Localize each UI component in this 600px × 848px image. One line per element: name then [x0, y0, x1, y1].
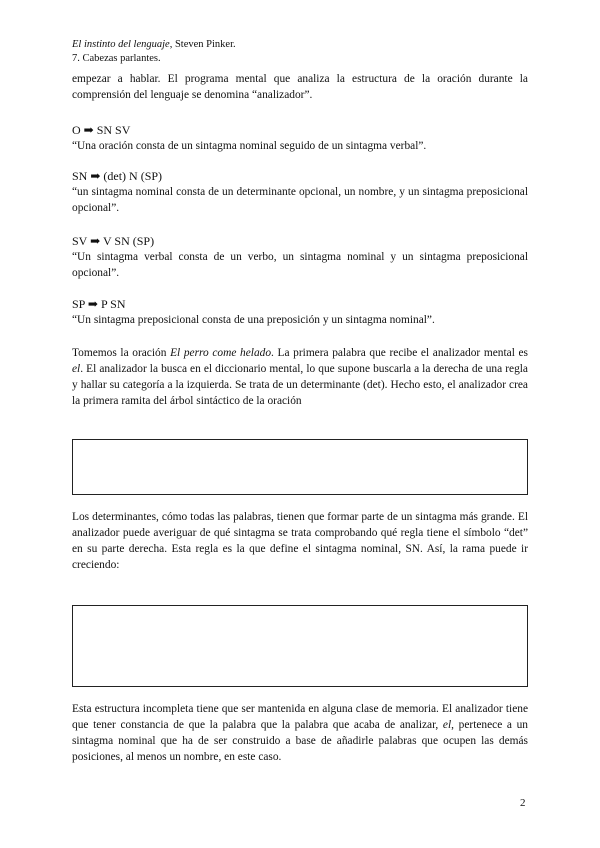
paragraph-2: Los determinantes, cómo todas las palabras, tienen que formar parte de un sintagma más grande. El analizador puede averiguar de qué sintagma se trata comprobando qué regla tiene el símbolo “det” en su parte derecha. Esta regla es la que define el sintagma nominal, SN. Así, la rama puede ir creciendo:: [72, 511, 528, 571]
page-number: 2: [520, 797, 526, 809]
book-title: El instinto del lenguaje: [72, 39, 170, 50]
chapter-title: 7. Cabezas parlantes.: [72, 53, 161, 64]
syntax-tree-figure-2: [72, 605, 528, 687]
rule-description-3: “Un sintagma verbal consta de un verbo, un sintagma nominal y un sintagma preposicional opcional”.: [72, 251, 528, 279]
rule-description-4: “Un sintagma preposicional consta de una preposición y un sintagma nominal”.: [72, 314, 435, 326]
para1-text-c: . El analizador la busca en el diccionario mental, lo que supone buscarla a la derecha de una regla y hallar su categoría a la izquierda. Se trata de un determinante (det). Hecho esto, el analizador crea la primera ramita del árbol sintáctico de la oración: [72, 363, 528, 407]
para1-text-a: Tomemos la oración: [72, 347, 171, 359]
rule-formula-4: SP ➡ P SN: [72, 297, 126, 311]
example-word: el: [72, 363, 81, 375]
running-header: [72, 38, 236, 66]
rule-formula-3: SV ➡ V SN (SP): [72, 234, 155, 248]
para1-text-b: . La primera palabra que recibe el analizador mental es: [271, 347, 528, 359]
example-sentence: El perro come helado: [170, 347, 272, 359]
analyzed-word: el: [442, 719, 452, 731]
header-line-1: [72, 38, 236, 52]
rule-formula-1: O ➡ SN SV: [72, 123, 131, 137]
rule-description-1: “Una oración consta de un sintagma nominal seguido de un sintagma verbal”.: [72, 140, 427, 152]
rule-formula-2: SN ➡ (det) N (SP): [72, 169, 163, 183]
paragraph-3: [72, 701, 528, 765]
para3-text-b: , pertenece a un sintagma nominal que ha de ser construido a base de añadirle palabras que ocupen las demás posiciones, al menos un nombre, en este caso.: [72, 719, 528, 763]
author: , Steven Pinker.: [169, 39, 236, 50]
paragraph-1: [72, 345, 528, 409]
intro-paragraph: empezar a hablar. El programa mental que analiza la estructura de la oración durante la comprensión del lenguaje se denomina “analizador”.: [72, 73, 528, 101]
para3-text-a: Esta estructura incompleta tiene que ser mantenida en alguna clase de memoria. El analizador tiene que tener constancia de que la palabra que la palabra que acaba de analizar,: [72, 703, 528, 731]
syntax-tree-figure-1: [72, 439, 528, 495]
rule-description-2: “un sintagma nominal consta de un determinante opcional, un nombre, y un sintagma preposicional opcional”.: [72, 186, 528, 214]
